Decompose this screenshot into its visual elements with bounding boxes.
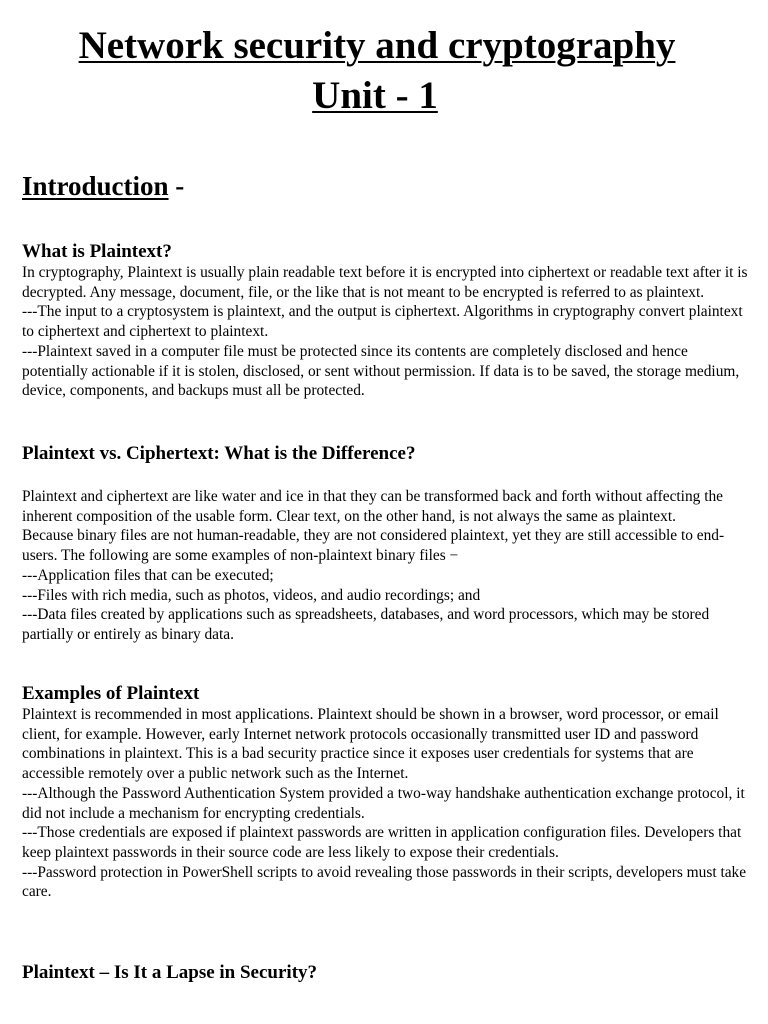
section-heading: Plaintext vs. Ciphertext: What is the Difference? (22, 443, 416, 464)
paragraph: ---Password protection in PowerShell scripts to avoid revealing those passwords in their scripts, developers must take care. (22, 863, 747, 901)
document-title: Network security and cryptography (78, 24, 676, 67)
introduction-heading-text: Introduction (22, 171, 169, 201)
section-lapse-in-security (22, 962, 752, 984)
section-plaintext-vs-ciphertext-body (22, 487, 752, 645)
paragraph: Plaintext is recommended in most applications. Plaintext should be shown in a browser, word processor, or email client, for example. However, early Internet network protocols occasionally transmitted user ID and password combinations in plaintext. This is a bad security practice since it exposes user credentials for systems that are accessible remotely over a public network such as the Internet. (22, 706, 719, 783)
paragraph: ---Although the Password Authentication System provided a two-way handshake authentication exchange protocol, it did not include a mechanism for encrypting credentials. (22, 784, 745, 822)
paragraph: Because binary files are not human-readable, they are not considered plaintext, yet they are still accessible to end-users. The following are some examples of non-plaintext binary files − (22, 527, 725, 565)
unit-title: Unit - 1 (312, 74, 438, 117)
section-heading: Examples of Plaintext (22, 683, 200, 704)
paragraph: ---Files with rich media, such as photos, videos, and audio recordings; and (22, 586, 481, 604)
paragraph: Plaintext and ciphertext are like water and ice in that they can be transformed back and forth without affecting the inherent composition of the usable form. Clear text, on the other hand, is not always the same as plaintext. (22, 488, 724, 525)
paragraph: In cryptography, Plaintext is usually plain readable text before it is encrypted into ciphertext or readable text after it is decrypted. Any message, document, file, or the like that is not meant to be encrypted is referred to as plaintext. (22, 264, 748, 301)
paragraph: ---Application files that can be executed; (22, 566, 274, 584)
section-heading: Plaintext – Is It a Lapse in Security? (22, 962, 318, 983)
section-heading: What is Plaintext? (22, 241, 172, 262)
paragraph: ---The input to a cryptosystem is plaintext, and the output is ciphertext. Algorithms in cryptography convert plaintext to ciphertext and ciphertext to plaintext. (22, 303, 743, 341)
introduction-heading-dash: - (168, 171, 185, 201)
paragraph: ---Those credentials are exposed if plaintext passwords are written in application configuration files. Developers that keep plaintext passwords in their source code are less likely to expose their credentials. (22, 824, 742, 861)
section-what-is-plaintext (22, 241, 752, 401)
section-plaintext-vs-ciphertext (22, 443, 752, 465)
paragraph: ---Data files created by applications such as spreadsheets, databases, and word processors, which may be stored partially or entirely as binary data. (22, 606, 710, 643)
section-examples-of-plaintext (22, 683, 752, 902)
introduction-heading (22, 169, 184, 203)
paragraph: ---Plaintext saved in a computer file must be protected since its contents are completely disclosed and hence potentially actionable if it is stolen, disclosed, or sent without permission. If data is to be saved, the storage medium, device, components, and backups must all be protected. (22, 342, 740, 400)
